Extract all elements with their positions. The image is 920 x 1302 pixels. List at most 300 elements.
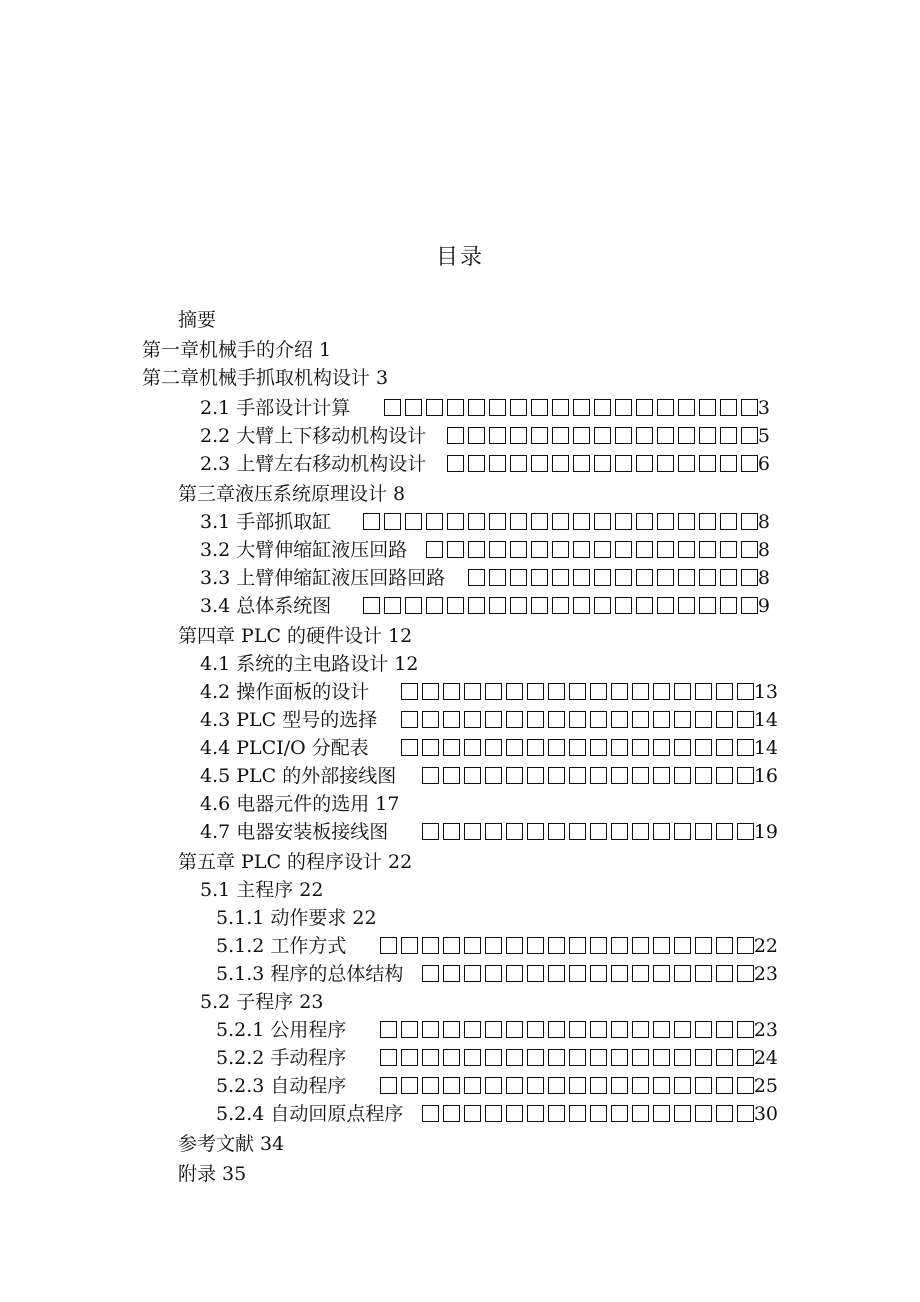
leader-box (422, 1105, 439, 1122)
toc-entry-text: 3.3 上臂伸缩缸液压回路回路 (200, 567, 446, 589)
toc-entry-text: 4.3 PLC 型号的选择 (200, 709, 378, 731)
leader-box (573, 427, 590, 444)
leader-box (611, 1049, 628, 1066)
leader-box (401, 937, 418, 954)
leader-box (548, 965, 565, 982)
leader-box (741, 427, 758, 444)
leader-box (363, 597, 380, 614)
leader-box (632, 823, 649, 840)
leader-box (674, 1105, 691, 1122)
leader-box (632, 1077, 649, 1094)
leader-box (531, 513, 548, 530)
leader-box (720, 513, 737, 530)
leader-box (422, 965, 439, 982)
toc-entry (216, 932, 778, 960)
leader-box (590, 1021, 607, 1038)
leader-box (569, 767, 586, 784)
toc-entry (216, 1072, 778, 1100)
leader-box (590, 823, 607, 840)
leader-box (657, 513, 674, 530)
leader-box (506, 823, 523, 840)
leader-box (737, 711, 754, 728)
leader-box (674, 1077, 691, 1094)
leader-box (569, 1021, 586, 1038)
leader-box (548, 1021, 565, 1038)
leader-box (611, 1077, 628, 1094)
toc-entry-text: 4.1 系统的主电路设计 12 (200, 653, 419, 675)
leader-box (569, 1077, 586, 1094)
leader-boxes (389, 711, 754, 729)
toc-entry-text: 5.2.3 自动程序 (216, 1075, 347, 1097)
leader-box (741, 569, 758, 586)
leader-box (678, 597, 695, 614)
leader-box (485, 937, 502, 954)
leader-box (506, 683, 523, 700)
leader-box (447, 597, 464, 614)
leader-box (464, 683, 481, 700)
leader-box (485, 1105, 502, 1122)
leader-box (485, 1077, 502, 1094)
leader-box (506, 1021, 523, 1038)
leader-box (632, 683, 649, 700)
leader-box (569, 965, 586, 982)
leader-box (489, 513, 506, 530)
leader-box (506, 1105, 523, 1122)
leader-box (699, 455, 716, 472)
leader-box (422, 739, 439, 756)
toc-entry (178, 1130, 284, 1158)
leader-box (657, 427, 674, 444)
leader-box (657, 569, 674, 586)
leader-box (615, 399, 632, 416)
leader-box (548, 711, 565, 728)
leader-box (632, 965, 649, 982)
toc-entry (178, 1160, 246, 1188)
leader-box (422, 683, 439, 700)
leader-box (443, 767, 460, 784)
leader-box (695, 739, 712, 756)
toc-entry (178, 480, 405, 508)
leader-box (485, 965, 502, 982)
toc-entry-text: 附录 35 (178, 1163, 247, 1185)
leader-box (695, 767, 712, 784)
leader-box (737, 823, 754, 840)
toc-entry-text: 4.7 电器安装板接线图 (200, 821, 389, 843)
leader-box (527, 1049, 544, 1066)
leader-box (674, 965, 691, 982)
toc-entry (200, 422, 770, 450)
leader-box (485, 1049, 502, 1066)
leader-box (594, 513, 611, 530)
leader-box (674, 823, 691, 840)
leader-box (716, 1049, 733, 1066)
toc-entry (216, 904, 377, 932)
leader-box (615, 597, 632, 614)
leader-box (653, 1021, 670, 1038)
leader-box (548, 1077, 565, 1094)
leader-box (405, 513, 422, 530)
leader-boxes (400, 823, 754, 841)
leader-box (695, 823, 712, 840)
toc-title: 目录 (435, 245, 484, 270)
toc-entry-text: 4.4 PLCI/O 分配表 (200, 737, 369, 759)
leader-box (615, 513, 632, 530)
toc-entry-text: 3.2 大臂伸缩缸液压回路 (200, 539, 408, 561)
leader-box (573, 399, 590, 416)
leader-box (468, 541, 485, 558)
leader-box (653, 1077, 670, 1094)
leader-box (695, 1105, 712, 1122)
leader-box (615, 455, 632, 472)
leader-box (716, 1105, 733, 1122)
leader-box (590, 711, 607, 728)
leader-box (443, 1021, 460, 1038)
toc-entry (200, 564, 770, 592)
toc-entry-text: 2.3 上臂左右移动机构设计 (200, 453, 427, 475)
leader-box (485, 1021, 502, 1038)
leader-box (510, 427, 527, 444)
toc-entry (142, 364, 388, 392)
leader-box (443, 1105, 460, 1122)
leader-box (678, 541, 695, 558)
leader-box (384, 399, 401, 416)
leader-box (741, 541, 758, 558)
leader-box (527, 965, 544, 982)
leader-boxes (438, 427, 758, 445)
toc-entry-text: 第一章机械手的介绍 1 (142, 339, 332, 361)
leader-box (594, 455, 611, 472)
leader-box (590, 767, 607, 784)
toc-entry-text: 摘要 (178, 309, 217, 331)
toc-entry (200, 762, 778, 790)
leader-box (674, 711, 691, 728)
leader-box (447, 541, 464, 558)
toc-entry-text: 4.5 PLC 的外部接线图 (200, 765, 397, 787)
leader-box (636, 427, 653, 444)
leader-boxes (358, 1049, 753, 1067)
leader-box (548, 683, 565, 700)
toc-entry (200, 536, 770, 564)
leader-box (695, 711, 712, 728)
leader-box (527, 937, 544, 954)
leader-box (741, 597, 758, 614)
leader-box (636, 569, 653, 586)
leader-box (489, 399, 506, 416)
toc-entry (178, 622, 412, 650)
leader-box (426, 541, 443, 558)
leader-box (611, 1021, 628, 1038)
leader-boxes (457, 569, 758, 587)
leader-box (699, 541, 716, 558)
leader-box (443, 1077, 460, 1094)
leader-box (485, 711, 502, 728)
leader-box (527, 739, 544, 756)
leader-box (674, 767, 691, 784)
toc-entry-text: 5.2.4 自动回原点程序 (216, 1103, 404, 1125)
leader-box (447, 399, 464, 416)
leader-box (510, 541, 527, 558)
leader-box (489, 427, 506, 444)
leader-box (737, 683, 754, 700)
toc-entry (200, 650, 418, 678)
leader-box (653, 965, 670, 982)
leader-box (716, 711, 733, 728)
toc-entry (216, 1044, 778, 1072)
leader-box (510, 455, 527, 472)
toc-page-number: 19 (753, 821, 778, 843)
toc-entry-text: 5.2.2 手动程序 (216, 1047, 347, 1069)
leader-boxes (381, 683, 754, 701)
leader-box (531, 597, 548, 614)
leader-box (464, 739, 481, 756)
toc-entry (142, 336, 331, 364)
leader-box (615, 541, 632, 558)
toc-entry (200, 988, 323, 1016)
leader-box (401, 739, 418, 756)
leader-boxes (358, 1077, 753, 1095)
leader-box (464, 711, 481, 728)
leader-box (636, 513, 653, 530)
leader-box (695, 937, 712, 954)
toc-entry (216, 1016, 778, 1044)
leader-box (510, 513, 527, 530)
leader-box (489, 541, 506, 558)
leader-box (695, 1049, 712, 1066)
leader-box (636, 399, 653, 416)
leader-box (548, 767, 565, 784)
toc-entry-text: 3.4 总体系统图 (200, 595, 332, 617)
leader-box (674, 1021, 691, 1038)
leader-box (611, 767, 628, 784)
leader-box (443, 683, 460, 700)
leader-box (653, 739, 670, 756)
leader-box (720, 541, 737, 558)
toc-page-number: 23 (753, 963, 778, 985)
leader-box (590, 937, 607, 954)
leader-box (401, 711, 418, 728)
leader-box (405, 399, 422, 416)
toc-page-number: 13 (753, 681, 778, 703)
leader-box (468, 569, 485, 586)
leader-box (678, 399, 695, 416)
leader-boxes (343, 513, 758, 531)
leader-box (447, 513, 464, 530)
leader-box (632, 739, 649, 756)
toc-page-number: 25 (753, 1075, 778, 1097)
leader-boxes (381, 739, 754, 757)
leader-box (506, 965, 523, 982)
leader-box (464, 1021, 481, 1038)
leader-box (401, 1077, 418, 1094)
leader-box (678, 569, 695, 586)
leader-box (573, 569, 590, 586)
toc-entry-text: 第三章液压系统原理设计 8 (178, 483, 406, 505)
leader-box (594, 427, 611, 444)
leader-box (657, 541, 674, 558)
leader-box (594, 597, 611, 614)
leader-box (489, 455, 506, 472)
leader-box (611, 739, 628, 756)
toc-entry (200, 734, 778, 762)
leader-box (678, 513, 695, 530)
leader-box (594, 569, 611, 586)
toc-entry (200, 450, 770, 478)
leader-box (401, 683, 418, 700)
toc-page-number: 14 (753, 709, 778, 731)
leader-box (657, 399, 674, 416)
leader-box (426, 399, 443, 416)
leader-box (527, 1105, 544, 1122)
leader-box (489, 569, 506, 586)
leader-box (422, 711, 439, 728)
toc-entry-text: 参考文献 34 (178, 1133, 285, 1155)
leader-box (569, 739, 586, 756)
leader-box (552, 541, 569, 558)
toc-entry (200, 876, 323, 904)
leader-box (653, 683, 670, 700)
leader-box (422, 1077, 439, 1094)
toc-page-number: 14 (753, 737, 778, 759)
leader-box (590, 1105, 607, 1122)
leader-box (636, 455, 653, 472)
leader-box (674, 937, 691, 954)
toc-page-number: 30 (753, 1103, 778, 1125)
leader-box (548, 937, 565, 954)
leader-box (464, 823, 481, 840)
leader-box (611, 1105, 628, 1122)
leader-box (527, 767, 544, 784)
leader-box (447, 427, 464, 444)
leader-box (552, 513, 569, 530)
leader-box (506, 711, 523, 728)
leader-box (657, 455, 674, 472)
toc-entry-text: 第二章机械手抓取机构设计 3 (142, 367, 389, 389)
leader-box (527, 683, 544, 700)
toc-entry-text: 5.1.3 程序的总体结构 (216, 963, 404, 985)
leader-box (531, 399, 548, 416)
leader-boxes (358, 1021, 753, 1039)
leader-box (695, 965, 712, 982)
leader-box (422, 1049, 439, 1066)
leader-box (443, 937, 460, 954)
leader-box (741, 513, 758, 530)
leader-box (384, 513, 401, 530)
leader-box (653, 1049, 670, 1066)
leader-box (506, 739, 523, 756)
leader-box (468, 597, 485, 614)
leader-box (485, 767, 502, 784)
toc-page-number: 5 (757, 425, 770, 447)
leader-box (699, 427, 716, 444)
leader-box (527, 1077, 544, 1094)
toc-entry-text: 4.2 操作面板的设计 (200, 681, 370, 703)
leader-box (468, 427, 485, 444)
leader-box (510, 569, 527, 586)
leader-box (674, 683, 691, 700)
toc-page-number: 23 (753, 1019, 778, 1041)
leader-box (741, 399, 758, 416)
leader-box (443, 1049, 460, 1066)
leader-box (653, 937, 670, 954)
leader-box (443, 711, 460, 728)
leader-box (615, 427, 632, 444)
leader-box (699, 513, 716, 530)
leader-box (720, 569, 737, 586)
leader-box (573, 455, 590, 472)
leader-box (464, 965, 481, 982)
toc-entry-text: 5.2 子程序 23 (200, 991, 324, 1013)
toc-page-number: 22 (753, 935, 778, 957)
leader-box (422, 767, 439, 784)
leader-box (632, 767, 649, 784)
leader-box (569, 1049, 586, 1066)
leader-box (737, 1049, 754, 1066)
leader-box (464, 767, 481, 784)
leader-boxes (343, 597, 758, 615)
leader-box (443, 965, 460, 982)
leader-box (699, 597, 716, 614)
toc-entry (200, 508, 770, 536)
leader-box (632, 1105, 649, 1122)
leader-box (527, 823, 544, 840)
leader-box (716, 767, 733, 784)
leader-box (464, 1105, 481, 1122)
leader-box (380, 1077, 397, 1094)
toc-entry (200, 818, 778, 846)
leader-box (531, 427, 548, 444)
leader-box (716, 823, 733, 840)
leader-box (699, 569, 716, 586)
toc-entry (200, 706, 778, 734)
leader-box (531, 455, 548, 472)
toc-page-number: 6 (757, 453, 770, 475)
leader-box (657, 597, 674, 614)
leader-box (485, 823, 502, 840)
leader-box (552, 597, 569, 614)
leader-box (380, 1049, 397, 1066)
leader-box (506, 937, 523, 954)
leader-box (447, 455, 464, 472)
toc-entry-text: 5.1.1 动作要求 22 (216, 907, 377, 929)
leader-box (632, 1021, 649, 1038)
leader-box (716, 683, 733, 700)
leader-box (422, 1021, 439, 1038)
leader-box (695, 1021, 712, 1038)
leader-box (443, 823, 460, 840)
leader-box (422, 823, 439, 840)
leader-box (720, 427, 737, 444)
leader-box (632, 711, 649, 728)
leader-box (573, 541, 590, 558)
leader-box (716, 937, 733, 954)
leader-box (384, 597, 401, 614)
toc-entry-text: 3.1 手部抓取缸 (200, 511, 332, 533)
leader-box (464, 937, 481, 954)
toc-entry (200, 592, 770, 620)
leader-box (653, 711, 670, 728)
toc-entry-text: 第五章 PLC 的程序设计 22 (178, 851, 413, 873)
toc-entry-text: 2.1 手部设计计算 (200, 397, 351, 419)
leader-box (531, 569, 548, 586)
leader-box (737, 1021, 754, 1038)
toc-entry (178, 848, 412, 876)
leader-box (468, 513, 485, 530)
toc-entry (216, 960, 778, 988)
leader-box (590, 739, 607, 756)
leader-box (716, 1077, 733, 1094)
leader-box (720, 597, 737, 614)
leader-box (548, 823, 565, 840)
